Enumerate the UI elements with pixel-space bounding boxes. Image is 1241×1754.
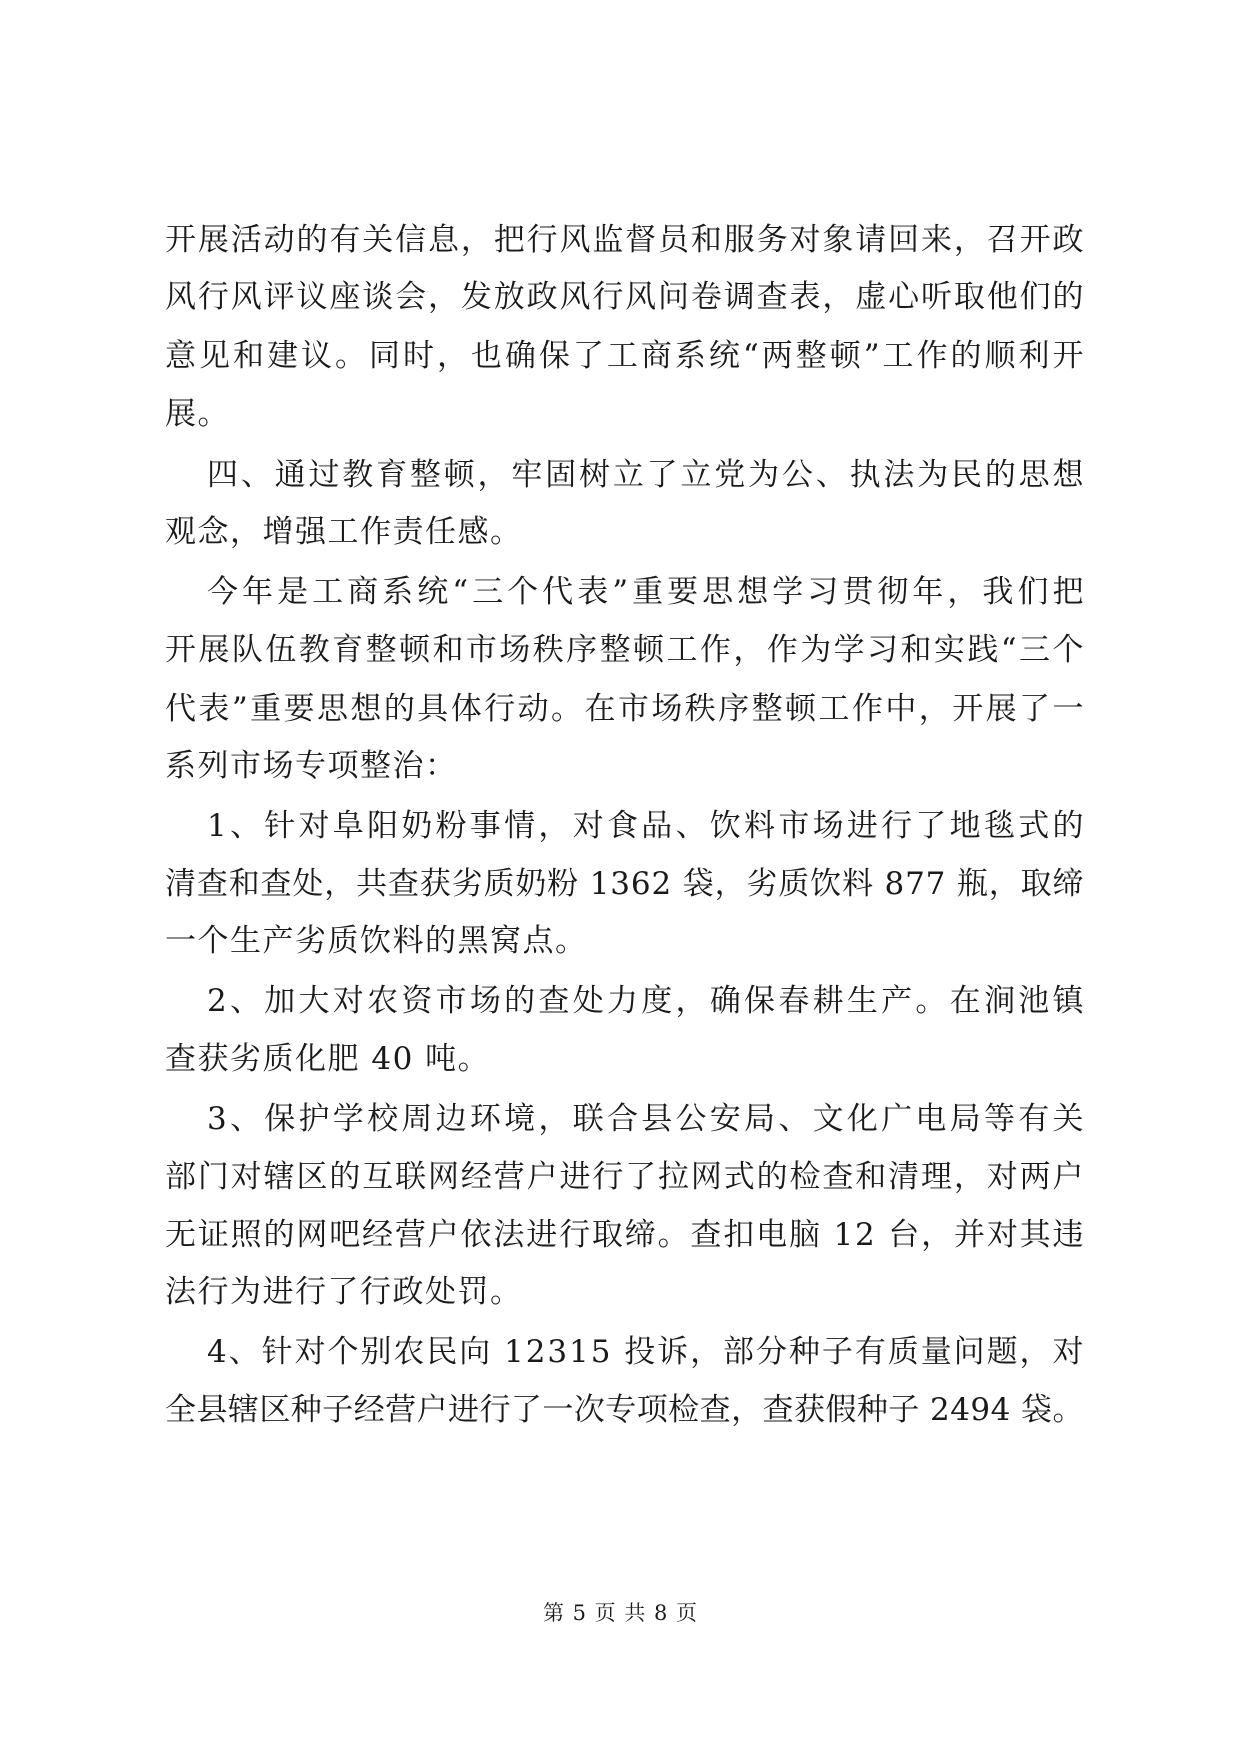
text-line: 观念，增强工作责任感。 [165,514,523,550]
text-line: 代表”重要思想的具体行动。在市场秩序整顿工作中，开展了一 [165,691,1086,727]
text-line: 风行风评议座谈会，发放政风行风问卷调查表，虚心听取他们的 [165,279,1086,315]
page-footer: 第 5 页 共 8 页 [542,1601,699,1625]
text-line: 开展活动的有关信息，把行风监督员和服务对象请回来，召开政 [165,222,1086,258]
text-line: 无证照的网吧经营户依法进行取缔。查扣电脑 12 台，并对其违 [165,1217,1086,1253]
text-line: 今年是工商系统“三个代表”重要思想学习贯彻年，我们把 [207,574,1088,610]
text-line: 展。 [165,396,230,432]
text-line: 意见和建议。同时，也确保了工商系统“两整顿”工作的顺利开 [165,338,1087,374]
text-line: 查获劣质化肥 40 吨。 [165,1041,491,1077]
text-line: 1、针对阜阳奶粉事情，对食品、饮料市场进行了地毯式的 [207,808,1087,844]
text-line: 3、保护学校周边环境，联合县公安局、文化广电局等有关 [207,1101,1087,1137]
text-line: 2、加大对农资市场的查处力度，确保春耕生产。在涧池镇 [207,983,1087,1019]
text-line: 系列市场专项整治： [165,748,458,784]
text-line: 四、通过教育整顿，牢固树立了立党为公、执法为民的思想 [207,457,1087,493]
text-line: 开展队伍教育整顿和市场秩序整顿工作，作为学习和实践“三个 [165,632,1086,668]
text-line: 法行为进行了行政处罚。 [165,1274,523,1310]
text-line: 一个生产劣质饮料的黑窝点。 [165,923,588,959]
text-line: 部门对辖区的互联网经营户进行了拉网式的检查和清理，对两户 [165,1159,1086,1195]
text-line: 全县辖区种子经营户进行了一次专项检查，查获假种子 2494 袋。 [165,1392,1084,1428]
text-line: 4、针对个别农民向 12315 投诉，部分种子有质量问题，对 [207,1334,1086,1370]
text-line: 清查和查处，共查获劣质奶粉 1362 袋，劣质饮料 877 瓶，取缔 [165,866,1085,902]
